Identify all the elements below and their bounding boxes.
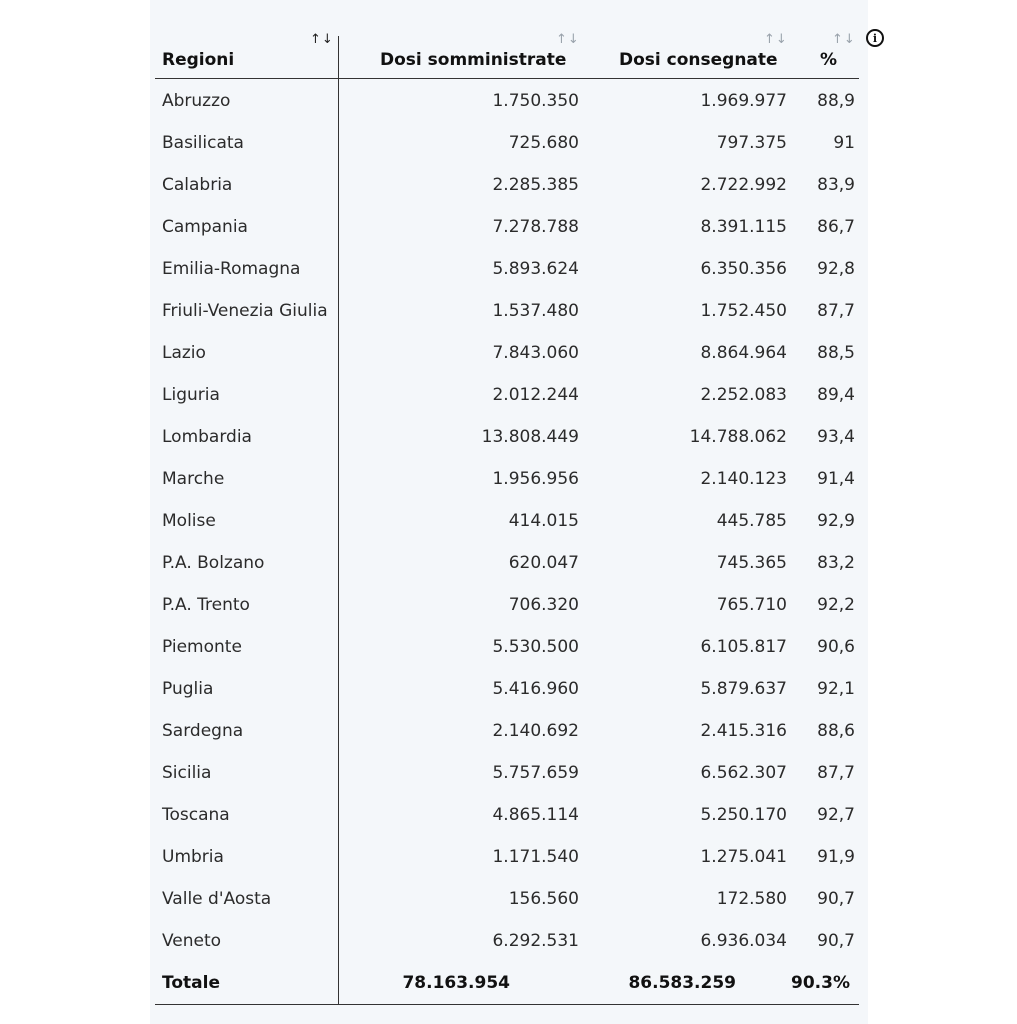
cell-delivered: 2.252.083 — [700, 385, 787, 405]
cell-administered: 78.163.954 — [402, 973, 510, 993]
cell-administered: 5.893.624 — [492, 259, 579, 279]
cell-delivered: 445.785 — [716, 511, 787, 531]
cell-administered: 1.171.540 — [492, 847, 579, 867]
header-region[interactable]: Regioni — [162, 50, 235, 70]
table-row — [0, 458, 1017, 500]
cell-administered: 1.956.956 — [492, 469, 579, 489]
header-percent[interactable]: % — [820, 50, 838, 70]
cell-percent: 92,8 — [817, 259, 855, 279]
cell-region: Calabria — [162, 175, 233, 195]
cell-percent: 91 — [833, 133, 855, 153]
cell-region: Liguria — [162, 385, 220, 405]
table-row — [0, 542, 1017, 584]
cell-region: Emilia-Romagna — [162, 259, 301, 279]
cell-delivered: 14.788.062 — [689, 427, 787, 447]
cell-administered: 5.530.500 — [492, 637, 579, 657]
cell-delivered: 86.583.259 — [628, 973, 736, 993]
cell-percent: 88,6 — [817, 721, 855, 741]
cell-region: Veneto — [162, 931, 222, 951]
cell-delivered: 172.580 — [716, 889, 787, 909]
cell-region: Campania — [162, 217, 248, 237]
cell-delivered: 6.562.307 — [700, 763, 787, 783]
cell-administered: 706.320 — [508, 595, 579, 615]
cell-region: Valle d'Aosta — [162, 889, 272, 909]
cell-percent: 90,7 — [817, 889, 855, 909]
cell-delivered: 6.936.034 — [700, 931, 787, 951]
sort-icon-delivered[interactable]: ↑↓ — [764, 32, 788, 47]
cell-administered: 7.278.788 — [492, 217, 579, 237]
cell-delivered: 1.275.041 — [700, 847, 787, 867]
cell-percent: 91,9 — [817, 847, 855, 867]
cell-region: Molise — [162, 511, 216, 531]
cell-region: Sardegna — [162, 721, 244, 741]
cell-region: Totale — [162, 973, 220, 993]
cell-percent: 92,1 — [817, 679, 855, 699]
sort-icon-percent[interactable]: ↑↓ — [832, 32, 856, 47]
cell-percent: 88,5 — [817, 343, 855, 363]
cell-delivered: 2.140.123 — [700, 469, 787, 489]
cell-percent: 92,9 — [817, 511, 855, 531]
cell-region: P.A. Bolzano — [162, 553, 265, 573]
cell-region: P.A. Trento — [162, 595, 250, 615]
cell-percent: 92,2 — [817, 595, 855, 615]
cell-region: Toscana — [162, 805, 230, 825]
header-administered[interactable]: Dosi somministrate — [380, 50, 567, 70]
cell-administered: 1.537.480 — [492, 301, 579, 321]
cell-region: Piemonte — [162, 637, 242, 657]
cell-administered: 13.808.449 — [481, 427, 579, 447]
cell-administered: 6.292.531 — [492, 931, 579, 951]
table-total-row — [0, 962, 1017, 1004]
cell-percent: 90,7 — [817, 931, 855, 951]
header-delivered[interactable]: Dosi consegnate — [619, 50, 778, 70]
cell-percent: 90,6 — [817, 637, 855, 657]
table-row — [0, 584, 1017, 626]
cell-percent: 83,2 — [817, 553, 855, 573]
cell-percent: 88,9 — [817, 91, 855, 111]
cell-delivered: 1.752.450 — [700, 301, 787, 321]
cell-region: Lombardia — [162, 427, 252, 447]
cell-administered: 7.843.060 — [492, 343, 579, 363]
cell-percent: 87,7 — [817, 763, 855, 783]
table-row — [0, 878, 1017, 920]
cell-delivered: 1.969.977 — [700, 91, 787, 111]
cell-delivered: 8.864.964 — [700, 343, 787, 363]
cell-delivered: 765.710 — [716, 595, 787, 615]
table-row — [0, 794, 1017, 836]
cell-administered: 2.285.385 — [492, 175, 579, 195]
cell-delivered: 6.105.817 — [700, 637, 787, 657]
cell-administered: 156.560 — [508, 889, 579, 909]
table-row — [0, 710, 1017, 752]
cell-delivered: 8.391.115 — [700, 217, 787, 237]
cell-delivered: 797.375 — [716, 133, 787, 153]
cell-administered: 5.757.659 — [492, 763, 579, 783]
sort-icon-region[interactable]: ↑↓ — [310, 32, 334, 47]
cell-region: Basilicata — [162, 133, 244, 153]
cell-administered: 620.047 — [508, 553, 579, 573]
table-row — [0, 836, 1017, 878]
cell-delivered: 5.879.637 — [700, 679, 787, 699]
table-row — [0, 416, 1017, 458]
sort-icon-administered[interactable]: ↑↓ — [556, 32, 580, 47]
cell-percent: 89,4 — [817, 385, 855, 405]
cell-administered: 2.140.692 — [492, 721, 579, 741]
table-row — [0, 248, 1017, 290]
table-row — [0, 752, 1017, 794]
cell-percent: 87,7 — [817, 301, 855, 321]
cell-administered: 725.680 — [508, 133, 579, 153]
cell-region: Puglia — [162, 679, 214, 699]
cell-administered: 5.416.960 — [492, 679, 579, 699]
cell-delivered: 745.365 — [716, 553, 787, 573]
footer-divider — [155, 1004, 859, 1005]
table-row — [0, 626, 1017, 668]
table-row — [0, 920, 1017, 962]
table-row — [0, 290, 1017, 332]
cell-region: Sicilia — [162, 763, 212, 783]
table-row — [0, 668, 1017, 710]
cell-delivered: 2.722.992 — [700, 175, 787, 195]
cell-delivered: 2.415.316 — [700, 721, 787, 741]
table-row — [0, 206, 1017, 248]
cell-percent: 93,4 — [817, 427, 855, 447]
cell-region: Friuli-Venezia Giulia — [162, 301, 328, 321]
cell-administered: 414.015 — [508, 511, 579, 531]
cell-administered: 2.012.244 — [492, 385, 579, 405]
cell-region: Lazio — [162, 343, 206, 363]
cell-percent: 83,9 — [817, 175, 855, 195]
table-row — [0, 374, 1017, 416]
info-icon[interactable]: i — [866, 29, 884, 47]
table-row — [0, 80, 1017, 122]
cell-administered: 4.865.114 — [492, 805, 579, 825]
cell-delivered: 6.350.356 — [700, 259, 787, 279]
cell-administered: 1.750.350 — [492, 91, 579, 111]
table-row — [0, 332, 1017, 374]
cell-percent: 91,4 — [817, 469, 855, 489]
header-divider — [155, 78, 859, 79]
cell-percent: 92,7 — [817, 805, 855, 825]
cell-delivered: 5.250.170 — [700, 805, 787, 825]
table-row — [0, 164, 1017, 206]
cell-region: Abruzzo — [162, 91, 231, 111]
cell-region: Umbria — [162, 847, 224, 867]
cell-region: Marche — [162, 469, 225, 489]
table-row — [0, 500, 1017, 542]
table-row — [0, 122, 1017, 164]
cell-percent: 86,7 — [817, 217, 855, 237]
cell-percent: 90.3% — [791, 973, 850, 993]
